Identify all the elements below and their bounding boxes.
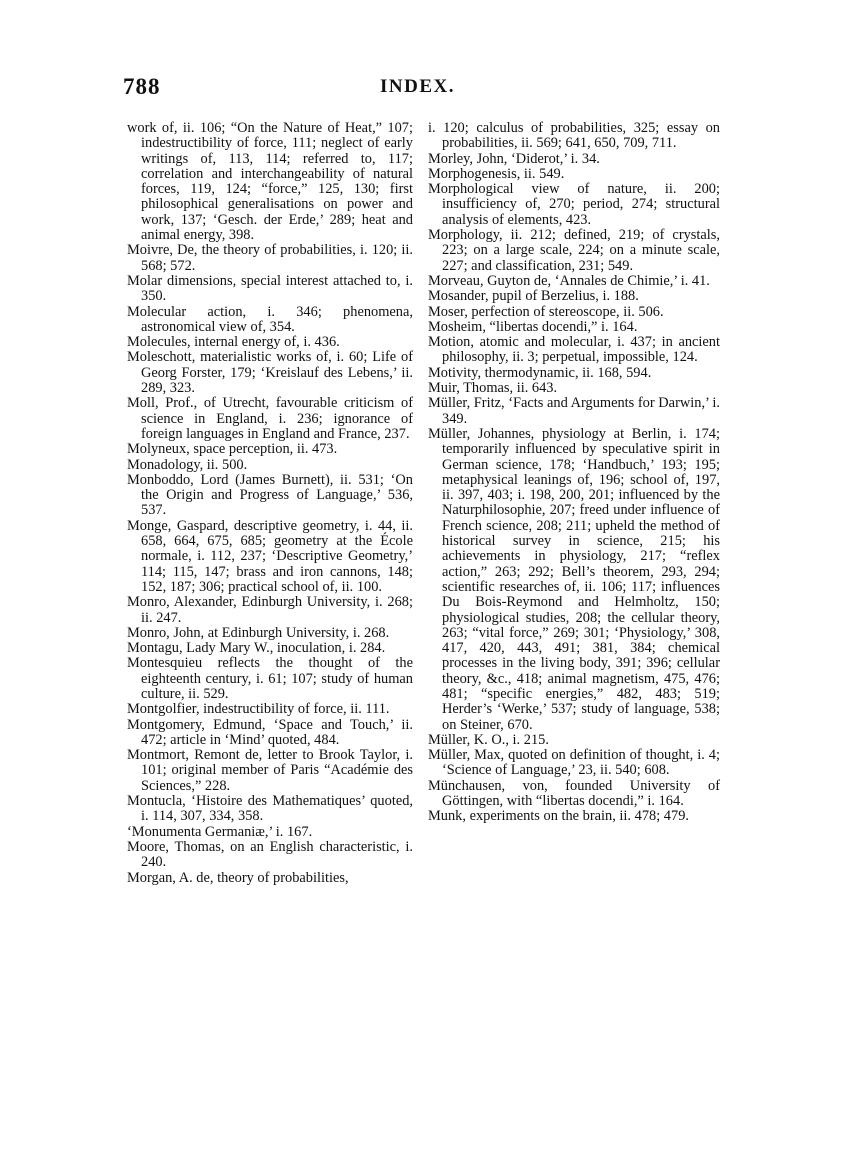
index-entry: Muir, Thomas, ii. 643. [428,380,558,397]
index-entry: Mosander, pupil of Berzelius, i. 188. [428,288,639,305]
index-entry: Müller, Johannes, physiology at Berlin, i. 174; temporarily influenced by speculative spirit in German science, 178; ‘Handbuch,’ 193; 195; metaphysical leanings of, 196; school of, 197, ii. 397, 403; i. 198, 200, 201; influenced by the Naturphilosophie, 207; freed under influence of French science, 208; 211; upheld the method of historical survey in science, 215; his achievements in physiology, 217; “reflex action,” 263; 292; Bell’s theorem, 293, 294; scientific researches of, ii. 106; 117; influences Du Bois-Reymond and Helmholtz, 150; physiological studies, 208; the cellular theory, 263; “vital force,” 269; 301; ‘Physiology,’ 308, 417, 420, 443, 491; 381, 384; chemical processes in the living body, 391; 396; cellular theory, &c., 418; animal magnetism, 475, 476; 481; “specific energies,” 482, 483; 519; Herder’s ‘Werke,’ 537; study of language, 538; on Steiner, 670. [428,425,720,733]
index-entry: Monro, John, at Edinburgh University, i. 268. [127,624,390,641]
index-entry: Morveau, Guyton de, ‘Annales de Chimie,’ i. 41. [428,272,710,289]
page-number: 788 [123,74,161,99]
index-entry: work of, ii. 106; “On the Nature of Heat,” 107; indestructibility of force, 111; neglect of early writings of, 113, 114; referred to, 117; correlation and interchangeability of natural forces, 119, 124; “force,” 125, 130; first philosophical generalisations on power and work, 137; ‘Gesch. der Erde,’ 289; heat and animal energy, 398. [127,120,413,244]
index-entry: Münchausen, von, founded University of Göttingen, with “libertas docendi,” i. 164. [428,777,720,810]
index-entry: Molecular action, i. 346; phenomena, astronomical view of, 354. [127,303,413,335]
index-entry: Montgolfier, indestructibility of force, ii. 111. [127,701,390,718]
index-entry: Molar dimensions, special interest attached to, i. 350. [127,272,413,305]
index-entry: Motion, atomic and molecular, i. 437; in ancient philosophy, ii. 3; perpetual, impossible, 124. [428,334,720,366]
index-entry: Müller, K. O., i. 215. [428,731,549,748]
index-entry: Morphology, ii. 212; defined, 219; of crystals, 223; on a large scale, 224; on a minute scale, 227; and classification, 231; 549. [428,227,720,274]
index-entry: Mosheim, “libertas docendi,” i. 164. [428,318,638,335]
index-entry: ‘Monumenta Germaniæ,’ i. 167. [127,823,313,840]
page-header [0,74,850,104]
index-entry: Monro, Alexander, Edinburgh University, i. 268; ii. 247. [127,594,413,626]
index-entry: Moore, Thomas, on an English characteristic, i. 240. [127,838,413,871]
index-entry: Munk, experiments on the brain, ii. 478; 479. [428,808,689,825]
index-entry: Morphological view of nature, ii. 200; insufficiency of, 270; period, 274; structural analysis of elements, 423. [428,181,720,228]
index-entry: Müller, Fritz, ‘Facts and Arguments for Darwin,’ i. 349. [428,395,720,427]
index-entry: Molyneux, space perception, ii. 473. [127,441,338,458]
index-entry: Montmort, Remont de, letter to Brook Taylor, i. 101; original member of Paris “Académie des Sciences,” 228. [127,747,413,794]
index-column-left [127,121,413,886]
index-entry: Motivity, thermodynamic, ii. 168, 594. [428,364,652,381]
index-entry: Müller, Max, quoted on definition of thought, i. 4; ‘Science of Language,’ 23, ii. 540; 608. [428,747,720,779]
index-entry: Monge, Gaspard, descriptive geometry, i. 44, ii. 658, 664, 675, 685; geometry at the École normale, i. 112, 237; ‘Descriptive Geometry,’ 114; 115, 147; brass and iron cannons, 148; 152, 187; 306; practical school of, ii. 100. [127,517,413,595]
index-column-right [428,121,720,825]
index-entry: Moll, Prof., of Utrecht, favourable criticism of science in England, i. 236; ignorance of foreign languages in England and France, 237. [127,395,413,442]
index-entry: Montgomery, Edmund, ‘Space and Touch,’ ii. 472; article in ‘Mind’ quoted, 484. [127,716,413,748]
index-entry: Moser, perfection of stereoscope, ii. 506. [428,303,664,320]
index-entry: Moivre, De, the theory of probabilities, i. 120; ii. 568; 572. [127,242,413,274]
index-entry: Montagu, Lady Mary W., inoculation, i. 284. [127,640,386,657]
index-entry: Morgan, A. de, theory of probabilities, [127,869,349,886]
index-entry: Moleschott, materialistic works of, i. 60; Life of Georg Forster, 179; ‘Kreislauf des Lebens,’ ii. 289, 323. [127,349,413,397]
index-entry: Montesquieu reflects the thought of the eighteenth century, i. 61; 107; study of human culture, ii. 529. [127,655,413,702]
index-entry: Monboddo, Lord (James Burnett), ii. 531; ‘On the Origin and Progress of Language,’ 536, 537. [127,471,413,519]
running-head: INDEX. [380,76,455,97]
index-entry: Morley, John, ‘Diderot,’ i. 34. [428,150,600,167]
index-entry: Molecules, internal energy of, i. 436. [127,334,340,351]
index-entry: Montucla, ‘Histoire des Mathematiques’ quoted, i. 114, 307, 334, 358. [127,793,413,825]
index-entry: i. 120; calculus of probabilities, 325; essay on probabilities, ii. 569; 641, 650, 709, 711. [428,120,720,152]
index-entry: Monadology, ii. 500. [127,456,248,473]
index-entry: Morphogenesis, ii. 549. [428,165,565,182]
